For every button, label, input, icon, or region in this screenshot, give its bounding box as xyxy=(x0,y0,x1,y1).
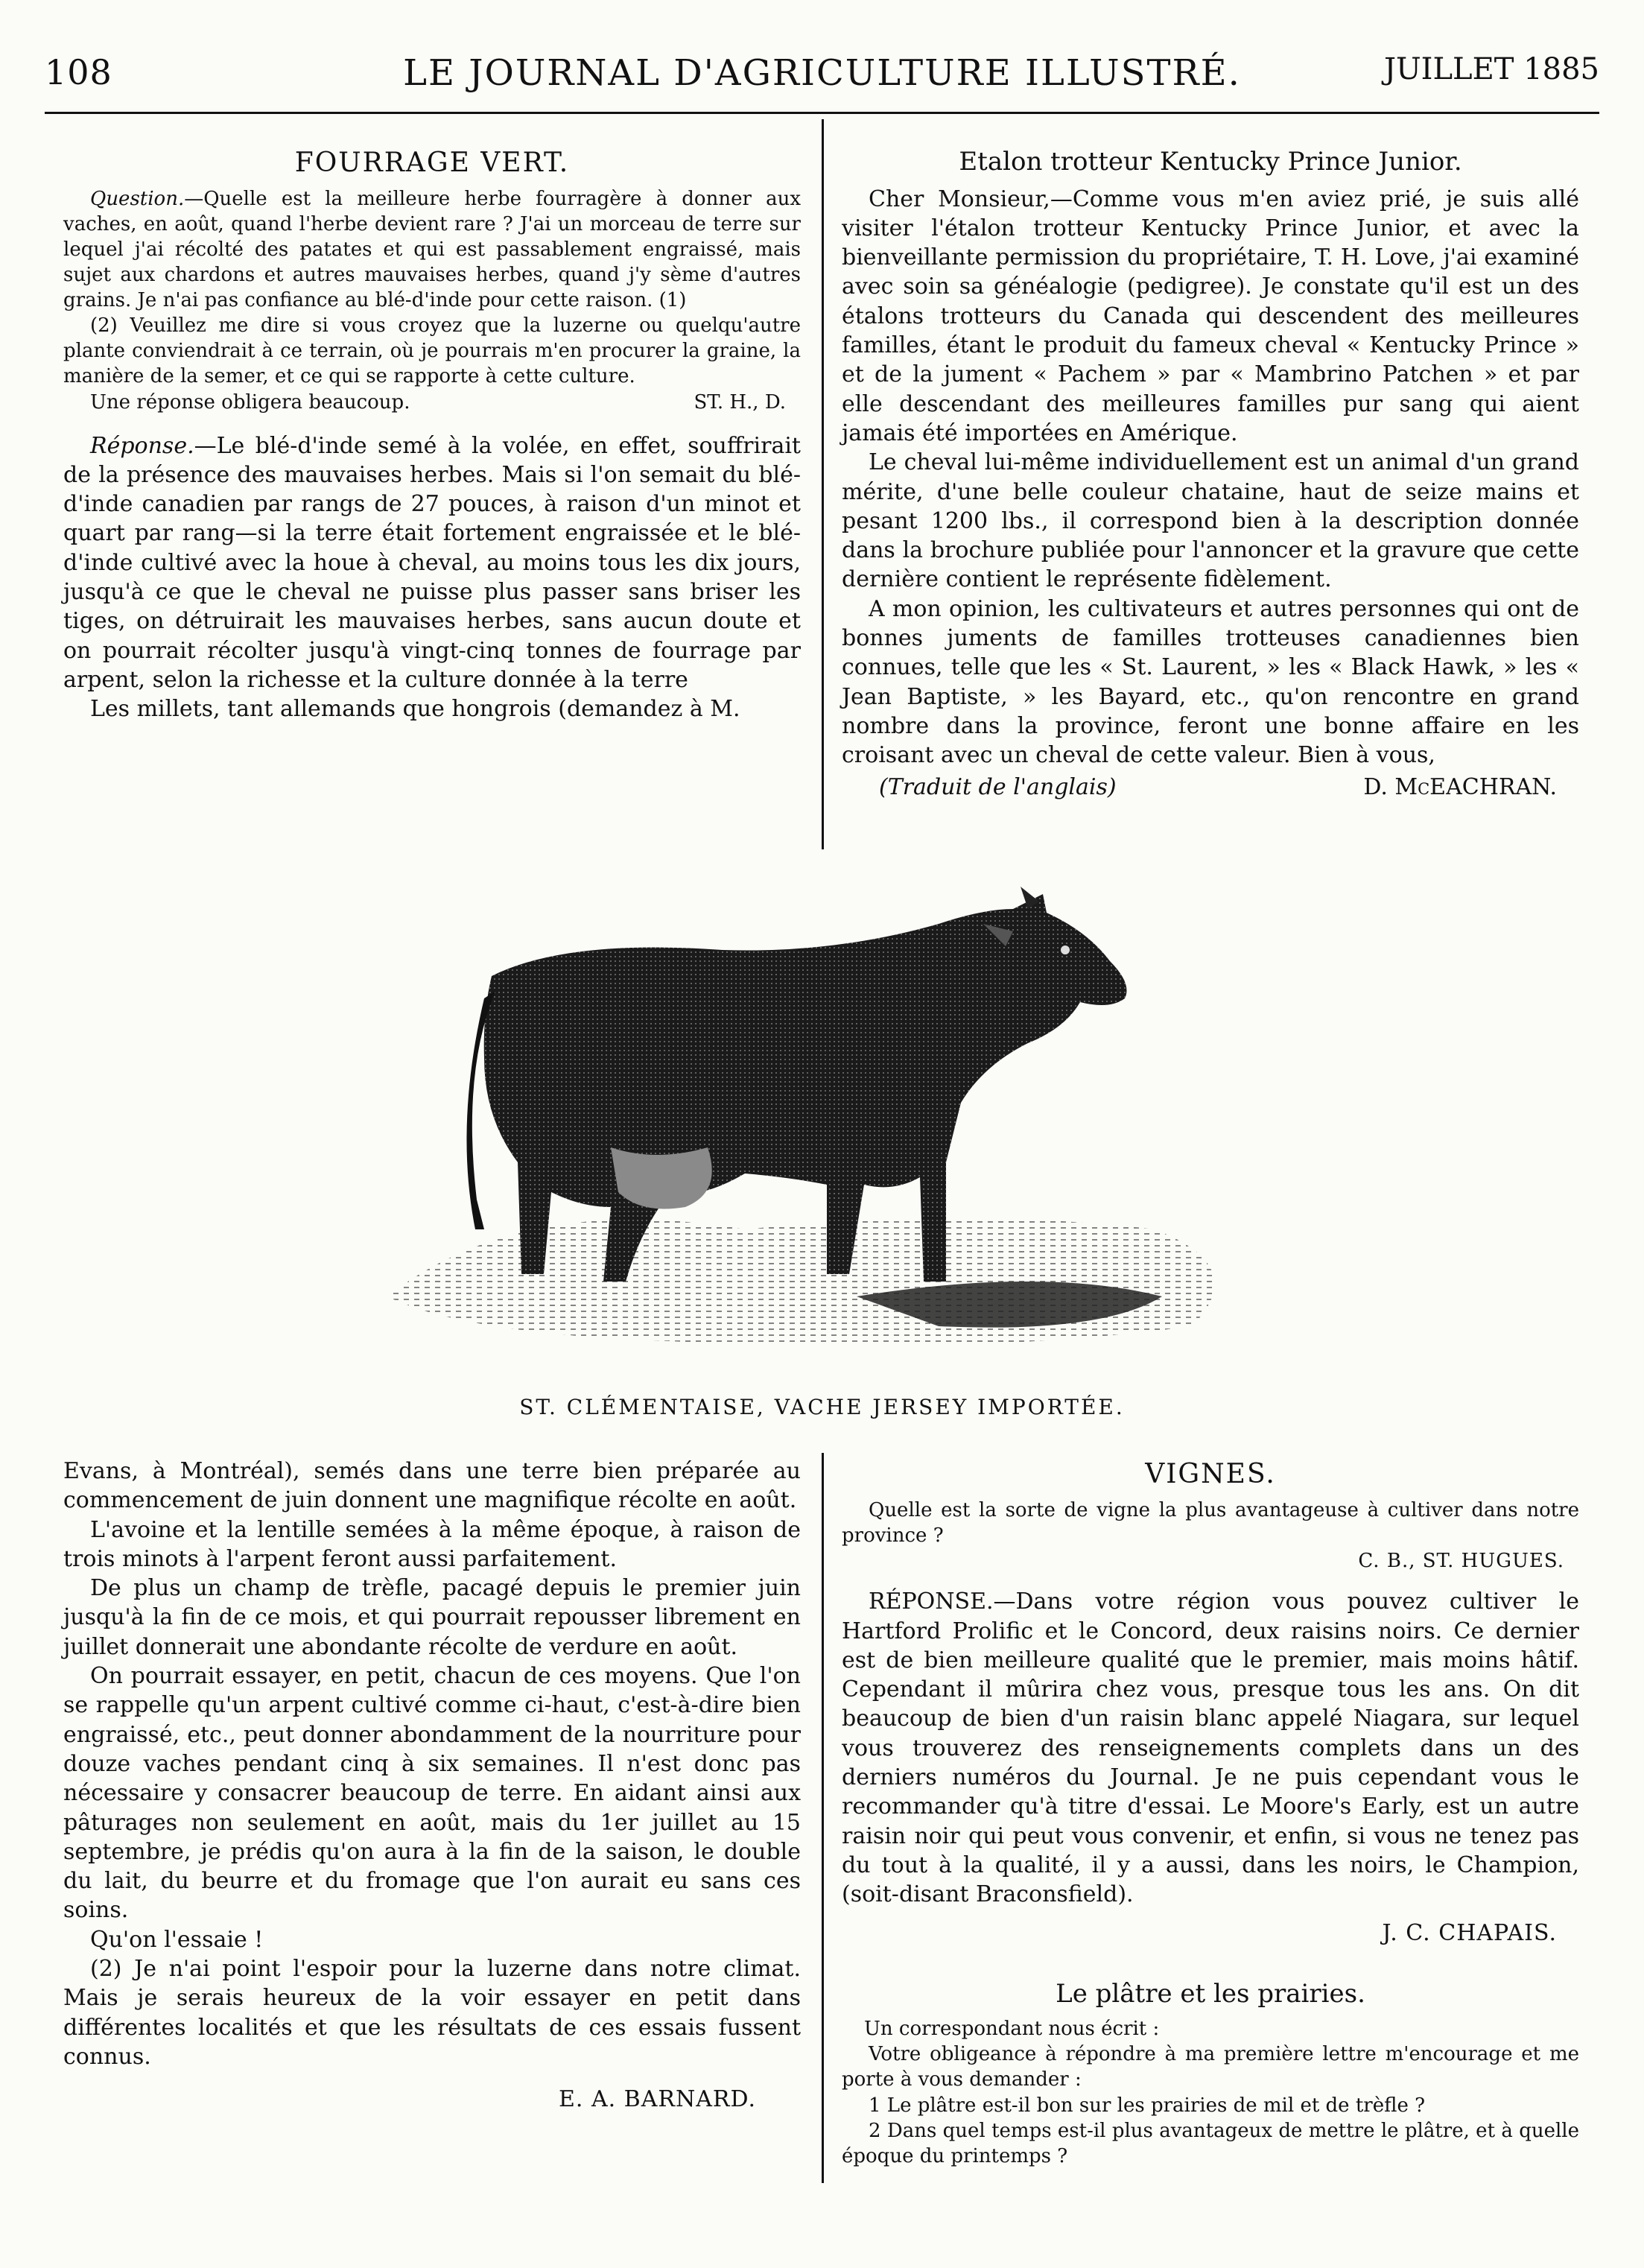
paragraph-1: Cher Monsieur,—Comme vous m'en aviez prié, je suis allé visiter l'étalon trotteur Kentucky Prince Junior, et avec la bienveillante permission du propriétaire, T. H. Love, j'ai examiné avec soin sa généalogie (pedigree). Je constate qu'il est un des étalons trotteurs du Canada qui descendent des meilleures familles, étant le produit du fameux cheval « Kentucky Prince » et de la jument « Pachem » par « Mambrino Patchen » et par elle descendant des meilleures familles pur sang qui aient jamais été importées en Amérique. xyxy=(842,186,1579,446)
response-paragraph: Réponse.—Le blé-d'inde semé à la volée, en effet, souffrirait de la présence des mauvaises herbes. Mais si l'on semait du blé-d'inde canadien par rangs de 27 pouces, à raison d'un minot et quart par rang—si la terre était fortement engraissée et le blé-d'inde cultivé avec la houe à cheval, au moins tous les dix jours, jusqu'à ce que le cheval ne puisse plus passer sans briser les tiges, on détruirait les mauvaises herbes, sans aucun doute et on pourrait récolter jusqu'à vingt-cinq tonnes de fourrage par arpent, selon la richesse et la culture donnée à la terre xyxy=(63,432,801,693)
article-title: Etalon trotteur Kentucky Prince Junior. xyxy=(959,147,1462,177)
paragraph-6: (2) Je n'ai point l'espoir pour la luzerne dans notre climat. Mais je serais heureux de la voir essayer en petit dans différentes localités et que les résultats de ces essais fussent connus. xyxy=(63,1956,801,2070)
article-fourrage-continued xyxy=(63,1457,801,2115)
article-title: VIGNES. xyxy=(1145,1459,1276,1489)
paragraph-1: Evans, à Montréal), semés dans une terre bien préparée au commencement de juin donnent une magnifique récolte en août. xyxy=(63,1458,801,1514)
jersey-cow-illustration xyxy=(372,879,1266,1363)
article-etalon-trotteur xyxy=(842,145,1579,802)
signature: E. A. BARNARD. xyxy=(558,2086,756,2113)
cow-engraving xyxy=(372,879,1266,1363)
paragraph-3: De plus un champ de trèfle, pacagé depuis le premier juin jusqu'à la fin de ce mois, et qui pourrait repousser librement en juillet donnerait une abondante récolte de verdure en août. xyxy=(63,1575,801,1660)
section-title-platre: Le plâtre et les prairies. xyxy=(1056,1978,1365,2009)
figure-caption: ST. CLÉMENTAISE, VACHE JERSEY IMPORTÉE. xyxy=(519,1395,1125,1419)
page-header xyxy=(45,52,1599,97)
question-paragraph: Question.—Quelle est la meilleure herbe fourragère à donner aux vaches, en août, quand l'herbe devient rare ? J'ai un morceau de terre sur lequel j'ai récolté des patates et qui est passablement engraissé, mais sujet aux chardons et autres mauvaises herbes, quand j'y sème d'autres grains. Je n'ai pas confiance au blé-d'inde pour cette raison. (1) xyxy=(63,188,801,312)
intro: Un correspondant nous écrit : xyxy=(864,2018,1160,2041)
ground-shadow xyxy=(387,1218,1214,1346)
millets-paragraph: Les millets, tant allemands que hongrois (demandez à M. xyxy=(90,696,740,723)
paragraph-5: Qu'on l'essaie ! xyxy=(90,1926,264,1953)
paragraph-3: A mon opinion, les cultivateurs et autres personnes qui ont de bonnes juments de familles trotteuses canadiennes bien connues, telle que les « St. Laurent, » les « Black Hawk, » les « Jean Baptiste, » les Bayard, etc., qu'on rencontre en grand nombre dans la province, feront une bonne affaire en les croisant avec un cheval de cette valeur. Bien à vous, xyxy=(842,595,1579,769)
paragraph-2: L'avoine et la lentille semées à la même époque, à raison de trois minots à l'arpent feront aussi parfaitement. xyxy=(63,1516,801,1572)
issue-date: JUILLET 1885 xyxy=(1383,52,1599,86)
question-closing: Une réponse obligera beaucoup. ST. H., D. xyxy=(90,390,786,414)
question-signature: C. B., ST. HUGUES. xyxy=(1358,1550,1564,1573)
column-divider-bottom xyxy=(822,1453,824,2183)
letter: Votre obligeance à répondre à ma première lettre m'encourage et me porte à vous demander : xyxy=(842,2043,1579,2091)
article-vignes xyxy=(842,1457,1579,2169)
question-2: 2 Dans quel temps est-il plus avantageux de mettre le plâtre, et à quelle époque du printemps ? xyxy=(842,2119,1579,2167)
article-fourrage-vert xyxy=(63,145,801,724)
response: RÉPONSE.—Dans votre région vous pouvez cultiver le Hartford Prolific et le Concord, deux raisins noirs. Ce dernier est de bien meilleure qualité que le premier, mais moins hâtif. Cependant il mûrira chez vous, presque tous les ans. On dit beaucoup de bien d'un raisin blanc appelé Niagara, sur lequel vous trouverez des renseignements complets dans un des derniers numéros du Journal. Je ne puis cependant vous le recommander qu'à titre d'essai. Le Moore's Early, est un autre raisin noir qui peut vous convenir, et enfin, si vous ne tenez pas du tout à la qualité, il y a aussi, dans les noirs, le Champion, (soit-disant Braconsfield). xyxy=(842,1588,1579,1908)
question-2: (2) Veuillez me dire si vous croyez que la luzerne ou quelqu'autre plante conviendrait à ce terrain, où je pourrais m'en procurer la graine, la manière de la semer, et ce qui se rapporte à cette culture. xyxy=(63,314,801,388)
paragraph-4: On pourrait essayer, en petit, chacun de ces moyens. Que l'on se rappelle qu'un arpent cultivé comme ci-haut, c'est-à-dire bien engraissé, etc., peut donner abondamment de la nourriture pour douze vaches pendant cinq à six semaines. Il n'est donc pas nécessaire y consacrer beaucoup de terre. En aidant ainsi aux pâturages non seulement en août, mais du 1er juillet au 15 septembre, je prédis qu'on aura à la fin de la saison, le double du lait, du beurre et du fromage que l'on aurait eu sans ces soins. xyxy=(63,1663,801,1924)
paragraph-2: Le cheval lui-même individuellement est un animal d'un grand mérite, d'une belle couleur chataine, haut de seize mains et pesant 1200 lbs., il correspond bien à la description donnée dans la brochure publiée pour l'annoncer et la gravure que cette dernière contient le représente fidèlement. xyxy=(842,449,1579,593)
signature-line: (Traduit de l'anglais) D. McEACHRAN. xyxy=(879,774,1557,801)
column-divider-top xyxy=(822,119,824,849)
journal-title: LE JOURNAL D'AGRICULTURE ILLUSTRÉ. xyxy=(403,52,1241,94)
question-1: 1 Le plâtre est-il bon sur les prairies de mil et de trèfle ? xyxy=(869,2094,1426,2117)
page-number: 108 xyxy=(45,52,112,92)
header-rule xyxy=(45,112,1599,114)
article-title: FOURRAGE VERT. xyxy=(294,148,570,178)
question: Quelle est la sorte de vigne la plus avantageuse à cultiver dans notre province ? xyxy=(842,1499,1579,1548)
signature: J. C. CHAPAIS. xyxy=(1382,1919,1557,1946)
